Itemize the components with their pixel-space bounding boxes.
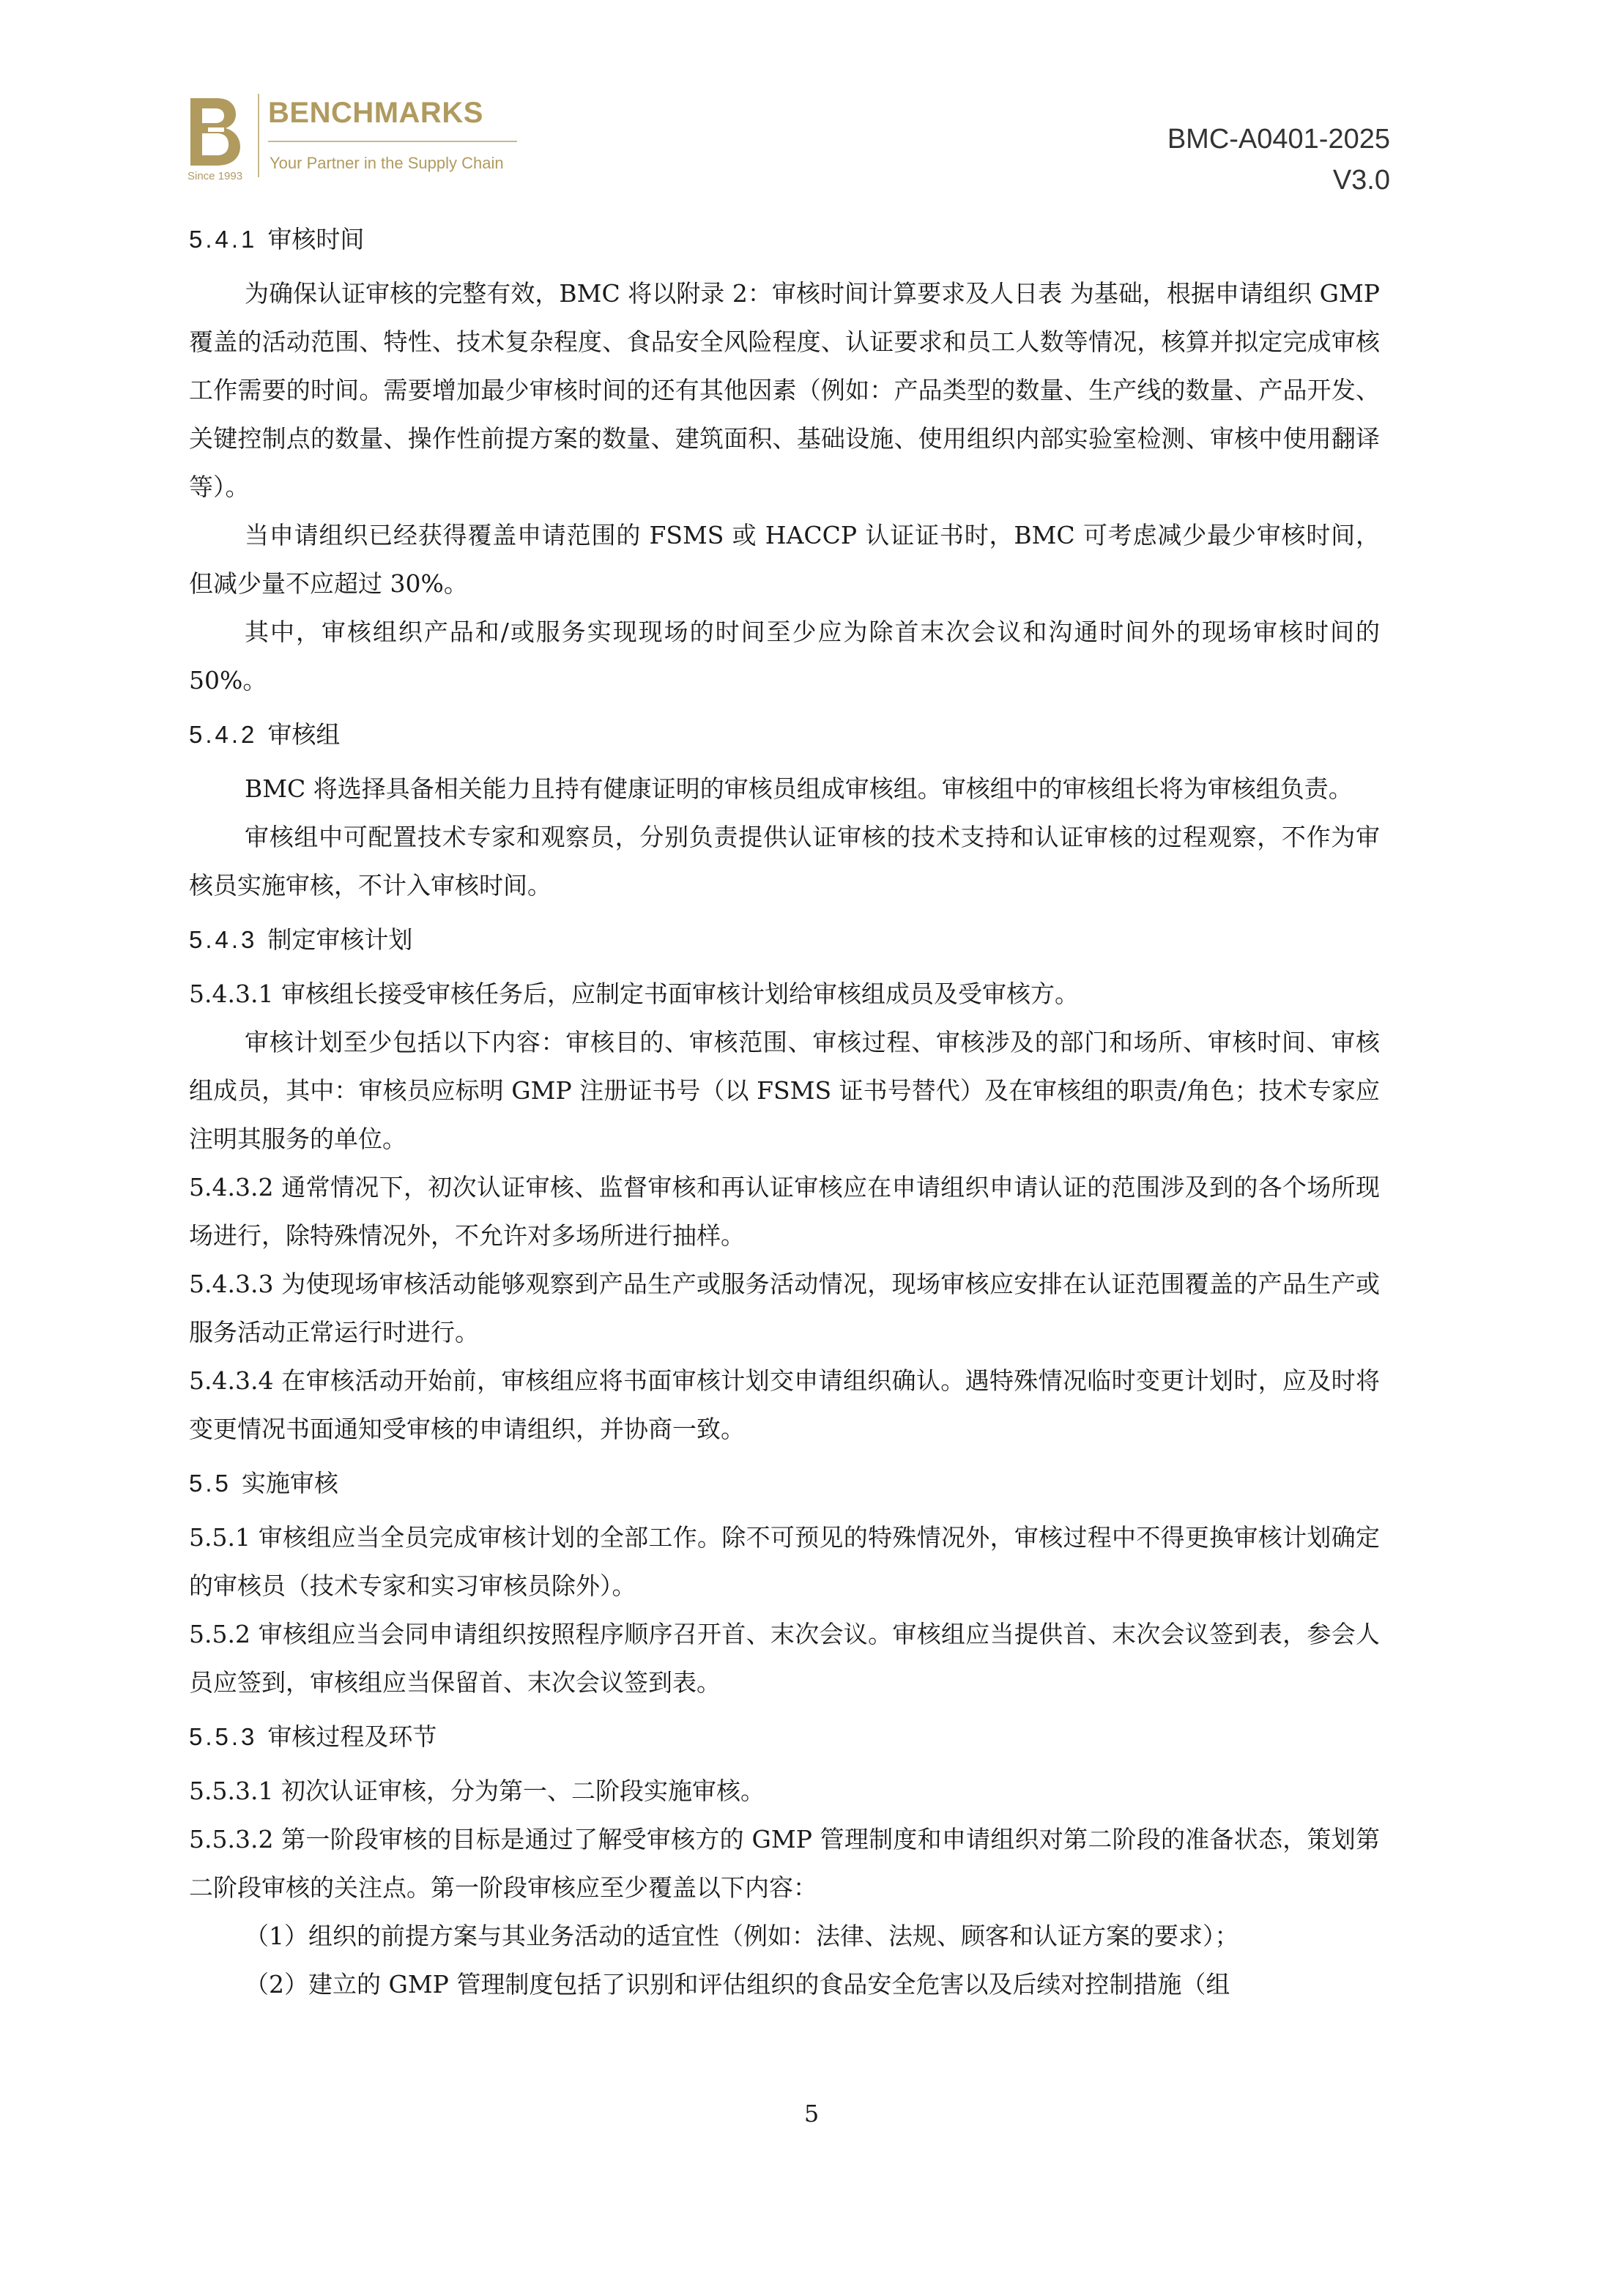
section-heading-5-4-2: 5.4.2 审核组 — [189, 721, 341, 748]
paragraph: 5.4.3.2 通常情况下，初次认证审核、监督审核和再认证审核应在申请组织申请认证的范围涉及到的各个场所现场进行，除特殊情况外，不允许对多场所进行抽样。 — [189, 1173, 1380, 1250]
logo-divider — [258, 94, 259, 177]
brand-name: BENCHMARKS — [268, 97, 483, 129]
paragraph: 5.5.1 审核组应当全员完成审核计划的全部工作。除不可预见的特殊情况外，审核过程中不得更换审核计划确定的审核员（技术专家和实习审核员除外）。 — [189, 1523, 1380, 1600]
document-code: BMC-A0401-2025 — [1167, 124, 1390, 155]
section-heading-5-5: 5.5 实施审核 — [189, 1470, 338, 1497]
paragraph: 5.5.3.1 初次认证审核，分为第一、二阶段实施审核。 — [189, 1777, 765, 1805]
paragraph: 5.5.2 审核组应当会同申请组织按照程序顺序召开首、末次会议。审核组应当提供首、末次会议签到表，参会人员应签到，审核组应当保留首、末次会议签到表。 — [189, 1620, 1380, 1697]
section-heading-5-5-3: 5.5.3 审核过程及环节 — [189, 1723, 437, 1750]
paragraph: 当申请组织已经获得覆盖申请范围的 FSMS 或 HACCP 认证证书时，BMC 可考虑减少最少审核时间，但减少量不应超过 30%。 — [189, 521, 1380, 598]
brand-tagline: Your Partner in the Supply Chain — [270, 154, 504, 172]
document-body — [189, 214, 1380, 2009]
paragraph: 5.5.3.2 第一阶段审核的目标是通过了解受审核方的 GMP 管理制度和申请组织对第二阶段的准备状态，策划第二阶段审核的关注点。第一阶段审核应至少覆盖以下内容： — [189, 1825, 1380, 1902]
paragraph: 其中，审核组织产品和/或服务实现现场的时间至少应为除首末次会议和沟通时间外的现场审核时间的 50%。 — [189, 618, 1380, 695]
paragraph: 5.4.3.3 为使现场审核活动能够观察到产品生产或服务活动情况，现场审核应安排在认证范围覆盖的产品生产或服务活动正常运行时进行。 — [189, 1270, 1380, 1347]
brand-rule — [268, 141, 517, 142]
paragraph: 为确保认证审核的完整有效，BMC 将以附录 2：审核时间计算要求及人日表 为基础，根据申请组织 GMP 覆盖的活动范围、特性、技术复杂程度、食品安全风险程度、认证要求和员工人数等情况，核算并拟定完成审核工作需要的时间。需要增加最少审核时间的还有其他因素（例如：产品类型的数量、生产线的数量、产品开发、关键控制点的数量、操作性前提方案的数量、建筑面积、基础设施、使用组织内部实验室检测、审核中使用翻译等）。 — [189, 279, 1380, 501]
list-item: （2）建立的 GMP 管理制度包括了识别和评估组织的食品安全危害以及后续对控制措施（组 — [245, 1970, 1230, 1999]
section-heading-5-4-1: 5.4.1 审核时间 — [189, 226, 365, 253]
paragraph: 审核组中可配置技术专家和观察员，分别负责提供认证审核的技术支持和认证审核的过程观察，不作为审核员实施审核，不计入审核时间。 — [189, 823, 1380, 900]
paragraph: 5.4.3.4 在审核活动开始前，审核组应将书面审核计划交申请组织确认。遇特殊情况临时变更计划时，应及时将变更情况书面通知受审核的申请组织，并协商一致。 — [189, 1366, 1380, 1443]
benchmarks-logo-icon — [187, 95, 243, 169]
section-heading-5-4-3: 5.4.3 制定审核计划 — [189, 926, 413, 953]
page-number: 5 — [803, 2100, 820, 2127]
company-logo — [187, 89, 524, 182]
document-code-block — [1167, 119, 1390, 201]
list-item: （1）组织的前提方案与其业务活动的适宜性（例如：法律、法规、顾客和认证方案的要求）； — [245, 1922, 1239, 1950]
since-year: Since 1993 — [187, 170, 243, 182]
paragraph: 5.4.3.1 审核组长接受审核任务后，应制定书面审核计划给审核组成员及受审核方。 — [189, 979, 1079, 1008]
document-version: V3.0 — [1332, 165, 1390, 196]
paragraph: 审核计划至少包括以下内容：审核目的、审核范围、审核过程、审核涉及的部门和场所、审核时间、审核组成员，其中：审核员应标明 GMP 注册证书号（以 FSMS 证书号替代）及在审核组的职责/角色；技术专家应注明其服务的单位。 — [189, 1028, 1380, 1153]
paragraph: BMC 将选择具备相关能力且持有健康证明的审核员组成审核组。审核组中的审核组长将为审核组负责。 — [245, 774, 1353, 803]
